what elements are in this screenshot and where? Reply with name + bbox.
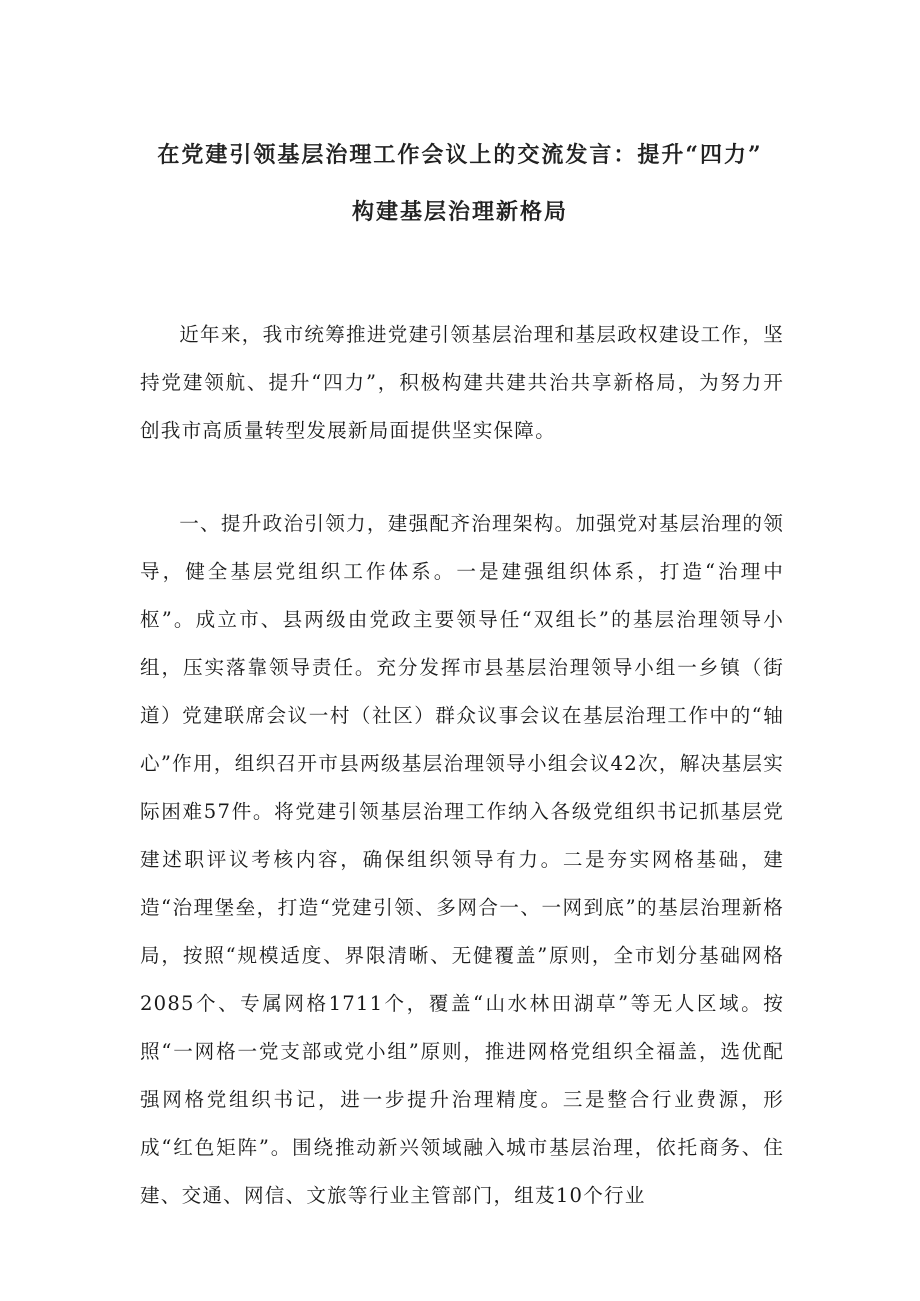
intro-paragraph: 近年来，我市统筹推进党建引领基层治理和基层政权建设工作，坚持党建领航、提升“四力”，积极构建共建共治共享新格局，为努力开创我市高质量转型发展新局面提供坚实保障。 xyxy=(140,323,784,442)
document-title-line-2: 构建基层治理新格局 xyxy=(351,199,568,225)
document-title-line-1: 在党建引领基层治理工作会议上的交流发言：提升“四力” xyxy=(157,142,763,168)
section-one-paragraph: 一、提升政治引领力，建强配齐治理架构。加强党对基层治理的领导，健全基层党组织工作体系。一是建强组织体系，打造“治理中枢”。成立市、县两级由党政主要领导任“双组长”的基层治理领导小组，压实落靠领导责任。充分发挥市县基层治理领导小组一乡镇（街道）党建联席会议一村（社区）群众议事会议在基层治理工作中的“轴心”作用，组织召开市县两级基层治理领导小组会议42次，解决基层实际困难57件。将党建引领基层治理工作纳入各级党组织书记抓基层党建述职评议考核内容，确保组织领导有力。二是夯实网格基础，建造“治理堡垒，打造“党建引领、多网合一、一网到底”的基层治理新格局，按照“规模适度、界限清晰、无健覆盖”原则，全市划分基础网格2085个、专属网格1711个，覆盖“山水林田湖草”等无人区域。按照“一网格一党支部或党小组”原则，推进网格党组织全福盖，选优配强网格党组织书记，进一步提升治理精度。三是整合行业费源，形成“红色矩阵”。围绕推动新兴领域融入城市基层治理，依托商务、住建、交通、网信、文旅等行业主管部门，组芨10个行业 xyxy=(140,512,784,1207)
